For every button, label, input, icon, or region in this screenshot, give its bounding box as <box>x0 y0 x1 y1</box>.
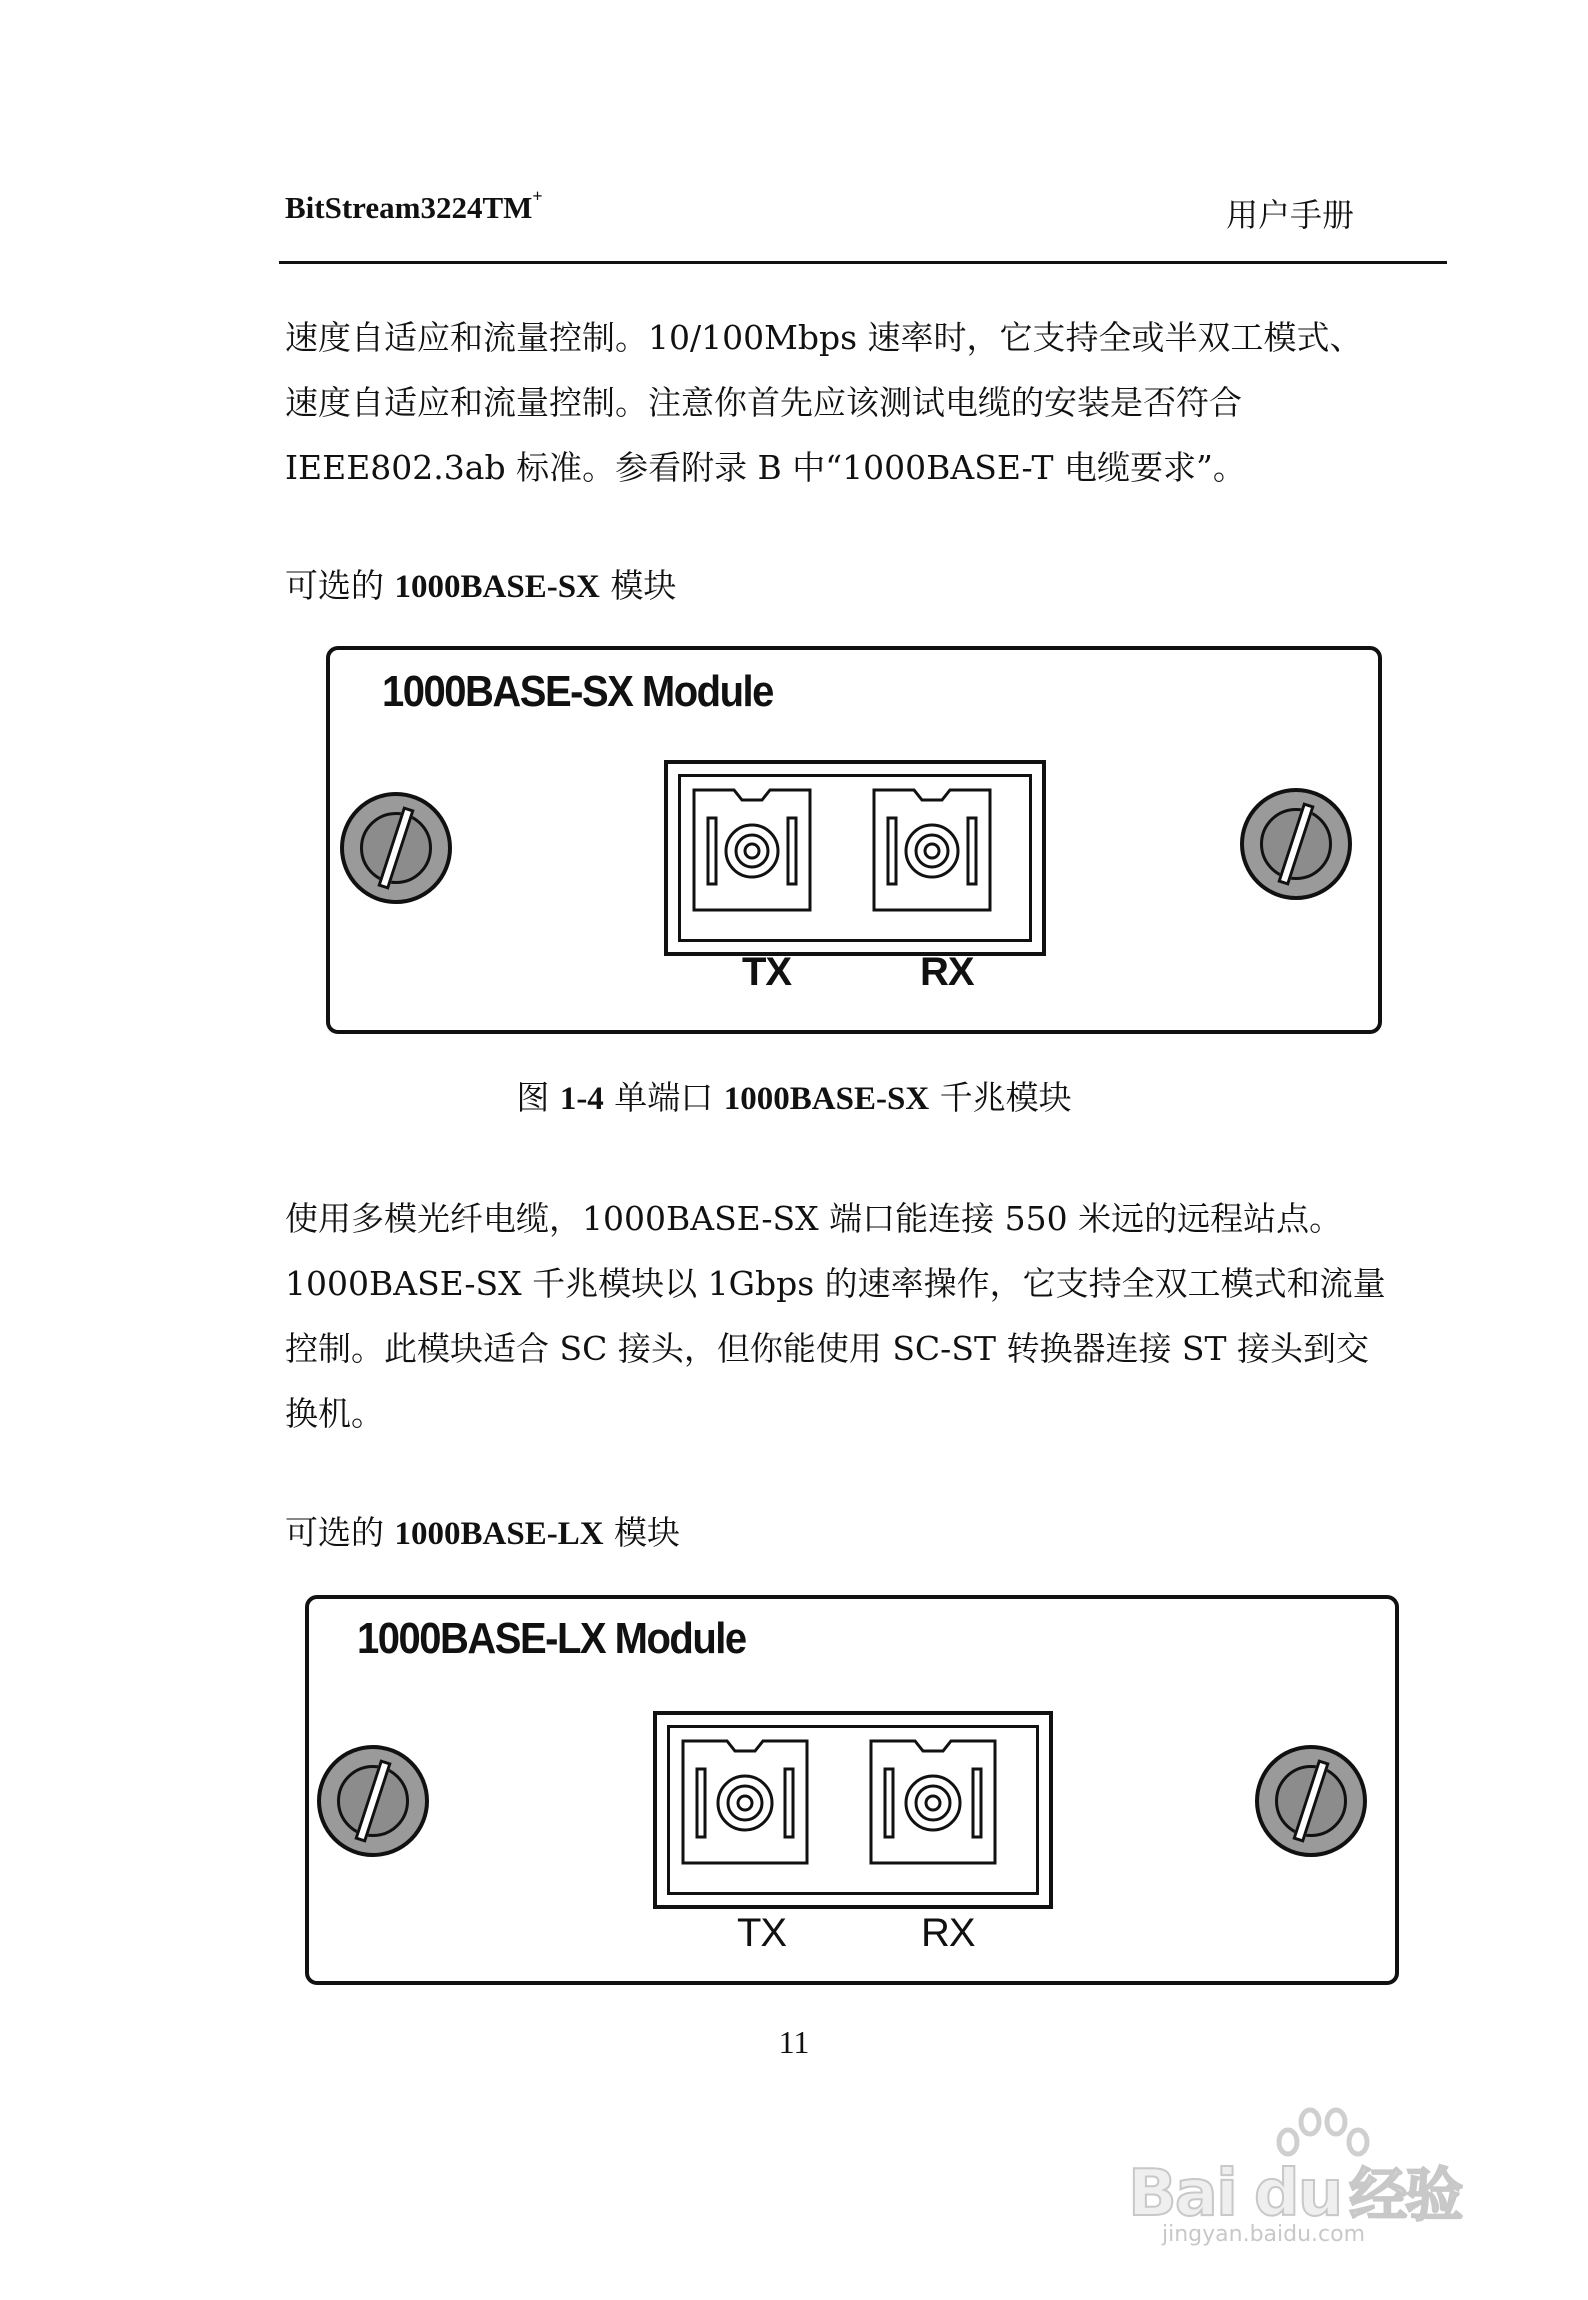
watermark-url: jingyan.baidu.com <box>1162 2222 1366 2247</box>
sc-connector-housing <box>664 760 1046 956</box>
screw-icon <box>340 792 452 904</box>
watermark-brand: Bai <box>1128 2157 1236 2231</box>
module-lx-faceplate <box>305 1595 1399 1985</box>
paragraph-sx-description <box>285 1186 1435 1446</box>
section-heading-sx: 可选的 1000BASE-SX 模块 <box>285 566 677 605</box>
watermark-brand-du: du <box>1253 2157 1342 2231</box>
text-line: 控制。此模块适合 SC 接头，但你能使用 SC-ST 转换器连接 ST 接头到交 <box>285 1329 1370 1368</box>
text-line: 使用多模光纤电缆，1000BASE-SX 端口能连接 550 米远的远程站点。 <box>285 1199 1343 1238</box>
sc-port-icons <box>653 1711 1053 1909</box>
tx-port-label: TX <box>737 1911 787 1955</box>
module-lx-label: 1000BASE-LX Module <box>357 1615 746 1663</box>
document-header-title: BitStream3224TM+ <box>285 186 543 225</box>
tx-port-label: TX <box>742 950 792 994</box>
text-line: IEEE802.3ab 标准。参看附录 B 中“1000BASE-T 电缆要求”。 <box>285 448 1246 487</box>
screw-icon <box>1255 1745 1367 1857</box>
document-header-manual-label: 用户手册 <box>1226 196 1355 234</box>
sc-port-icons <box>664 760 1046 956</box>
rx-port-label: RX <box>920 950 974 994</box>
section-heading-lx: 可选的 1000BASE-LX 模块 <box>285 1513 681 1552</box>
screw-icon <box>1240 788 1352 900</box>
page-number: 11 <box>778 2024 810 2060</box>
text-line: 1000BASE-SX 千兆模块以 1Gbps 的速率操作，它支持全双工模式和流量 <box>285 1264 1386 1303</box>
rx-port-label: RX <box>921 1911 975 1955</box>
baidu-jingyan-watermark <box>1128 2102 1508 2247</box>
module-sx-label: 1000BASE-SX Module <box>382 668 773 716</box>
screw-icon <box>317 1745 429 1857</box>
text-line: 速度自适应和流量控制。10/100Mbps 速率时，它支持全或半双工模式、 <box>285 318 1363 357</box>
text-line: 速度自适应和流量控制。注意你首先应该测试电缆的安装是否符合 <box>285 383 1242 422</box>
module-sx-faceplate <box>326 646 1382 1034</box>
figure-caption: 图 1-4 单端口 1000BASE-SX 千兆模块 <box>516 1078 1072 1117</box>
header-rule <box>279 261 1447 264</box>
watermark-brand-cn: 经验 <box>1349 2161 1462 2229</box>
sc-connector-housing <box>653 1711 1053 1909</box>
paragraph-intro <box>285 305 1435 500</box>
text-line: 换机。 <box>285 1394 384 1433</box>
